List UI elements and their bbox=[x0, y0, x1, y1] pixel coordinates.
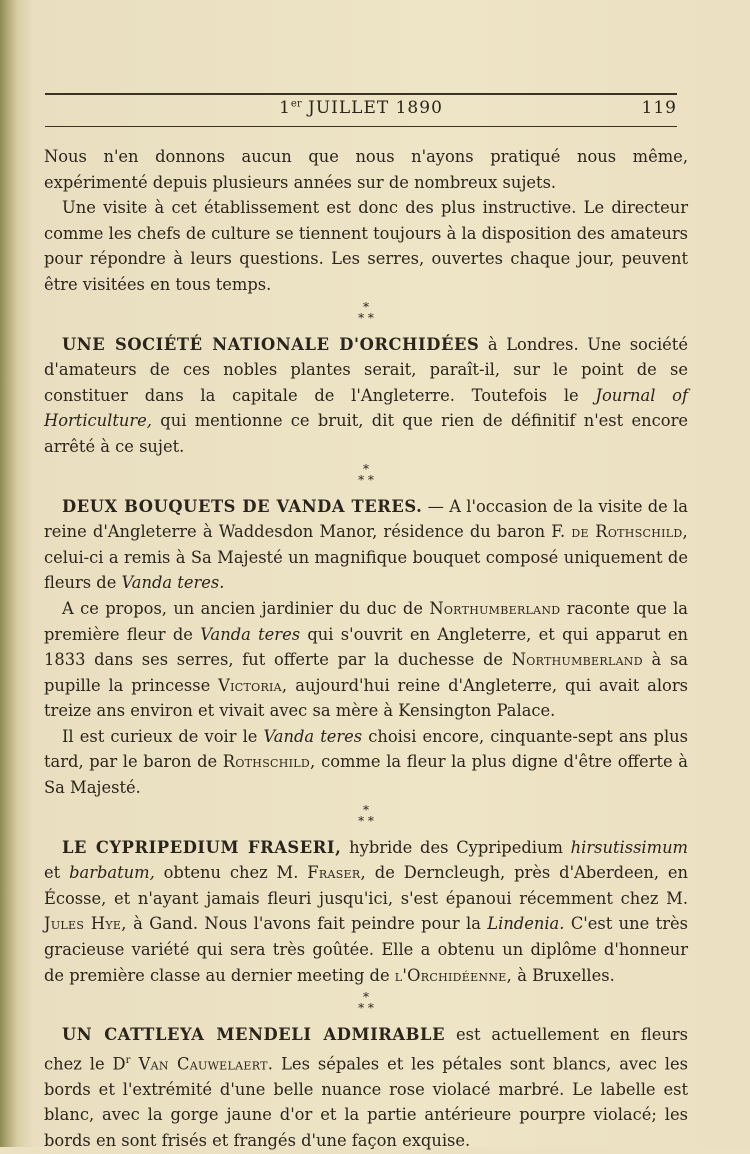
header-rule-bottom bbox=[45, 126, 677, 127]
section-heading: LE CYPRIPEDIUM FRASERI, bbox=[62, 837, 342, 857]
header-rule-top bbox=[45, 93, 677, 95]
section-cattleya: UN CATTLEYA MENDELI ADMIRABLE est actuellement en fleurs chez le $D^r$ Van Cauwelaert. Les sépales et les pétales sont blancs, avec les bords et l'extrémité d'une belle nuance rose violacé marbré. Le labelle est blanc, avec la gorge jaune d'or et la partie antérieure pourpre violacé; les bords en sont frisés et frangés d'une façon exquise. bbox=[44, 1025, 689, 1151]
intro-paragraph-2: Une visite à cet établissement est donc des plus instructive. Le directeur comme les chefs de culture se tiennent toujours à la disposition des amateurs pour répondre à leurs questions. Les serres, ouvertes chaque jour, peuvent être visitées en tous temps. bbox=[44, 198, 688, 294]
section-separator: * * * bbox=[358, 990, 374, 1016]
section-orchid-society: UNE SOCIÉTÉ NATIONALE D'ORCHIDÉES à Londres. Une société d'amateurs de ces nobles plantes serait, paraît-il, sur le point de se constituer dans la capitale de l'Angleterre. Toutefois le Journal of Horticulture, qui mentionne ce bruit, dit que rien de définitif n'est encore arrêté à ce sujet. bbox=[44, 334, 688, 456]
page-number: 119 bbox=[641, 98, 677, 118]
vanda-paragraph-3: Il est curieux de voir le Vanda teres choisi encore, cinquante-sept ans plus tard, par le baron de Rothschild, comme la fleur la plus digne d'être offerte à Sa Majesté. bbox=[44, 726, 688, 798]
section-heading: DEUX BOUQUETS DE VANDA TERES. bbox=[62, 496, 423, 516]
intro-paragraph-1: Nous n'en donnons aucun que nous n'ayons pratiqué nous même, expérimenté depuis plusieurs années sur de nombreux sujets. bbox=[44, 147, 688, 192]
section-cypripedium: LE CYPRIPEDIUM FRASERI, hybride des Cypripedium hirsutissimum et barbatum, obtenu chez M. Fraser, de Derncleugh, près d'Aberdeen, en Écosse, et n'ayant jamais fleuri jusqu'ici, s'est épanoui récemment chez M. Jules Hye, à Gand. Nous l'avons fait peindre pour la Lindenia. C'est une très gracieuse variété qui sera très goûtée. Elle a obtenu un diplôme d'honneur de première classe au dernier meeting de l'Orchidéenne, à Bruxelles. bbox=[44, 837, 689, 985]
section-heading: UN CATTLEYA MENDELI ADMIRABLE bbox=[62, 1025, 446, 1045]
header-date: 1er JUILLET 1890 bbox=[279, 98, 443, 118]
section-separator: * * * bbox=[358, 802, 374, 828]
section-heading: UNE SOCIÉTÉ NATIONALE D'ORCHIDÉES bbox=[62, 334, 480, 354]
section-separator: * * * bbox=[358, 299, 374, 325]
section-separator: * * * bbox=[358, 461, 374, 487]
section-vanda-bouquets: DEUX BOUQUETS DE VANDA TERES. — A l'occasion de la visite de la reine d'Angleterre à Waddesdon Manor, résidence du baron F. de Rothschild, celui-ci a remis à Sa Majesté un magnifique bouquet composé uniquement de fleurs de Vanda teres. bbox=[44, 496, 688, 593]
vanda-paragraph-2: A ce propos, un ancien jardinier du duc de Northumberland raconte que la première fleur de Vanda teres qui s'ouvrit en Angleterre, et qui apparut en 1833 dans ses serres, fut offerte par la duchesse de Northumberland à sa pupille la princesse Victoria, aujourd'hui reine d'Angleterre, qui avait alors treize ans environ et vivait avec sa mère à Kensington Palace. bbox=[44, 598, 689, 721]
running-header bbox=[45, 98, 677, 124]
page-body bbox=[44, 144, 688, 1154]
